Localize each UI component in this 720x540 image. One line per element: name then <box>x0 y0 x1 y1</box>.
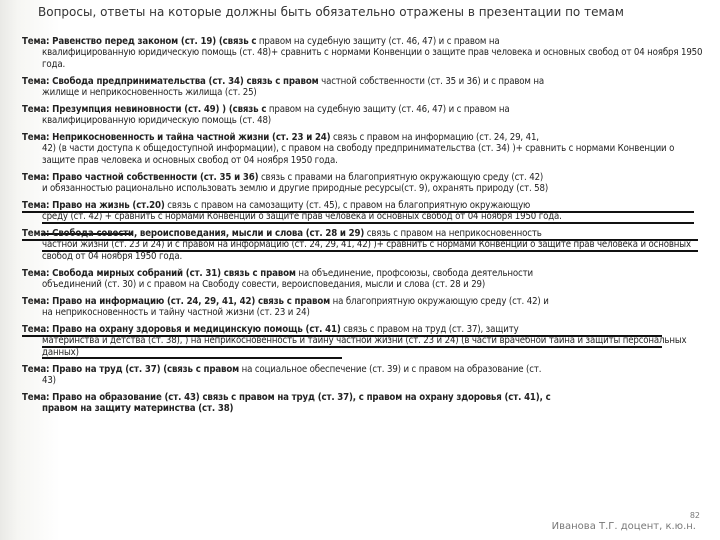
page-number: 82 <box>689 511 700 520</box>
topic-text: связь с правом на самозащиту (ст. 45), с правом на благоприятную окружающую <box>164 199 531 211</box>
topic-text: связь с правом на неприкосновенность <box>364 228 542 240</box>
underline-mark <box>42 346 662 348</box>
underline-mark <box>22 239 698 241</box>
topic-heading: Тема: Свобода мирных собраний (ст. 31) связь с правом <box>22 267 296 279</box>
topic-heading: Тема: Презумпция невиновности (ст. 49) ) (связь с <box>22 103 267 115</box>
topic-item-8 <box>22 268 708 291</box>
topic-item-1 <box>22 36 708 70</box>
topic-item-4 <box>22 132 708 166</box>
topic-continuation: на неприкосновенность и тайну частной жизни (ст. 23 и 24) <box>42 307 310 319</box>
topic-continuation: объединений (ст. 30) и с правом на Свободу совести, вероисповедания, мысли и слова (ст. 28 и 29) <box>42 279 486 291</box>
topic-text: правом на судебную защиту (ст. 46, 47) и с правом на <box>266 103 510 115</box>
topic-continuation: жилище и неприкосновенность жилища (ст. 25) <box>42 87 257 99</box>
topic-text: связь с правами на благоприятную окружающую среду (ст. 42) <box>258 171 544 183</box>
topic-text: правом на судебную защиту (ст. 46, 47) и с правом на <box>256 36 500 47</box>
topic-continuation: 43) <box>42 375 56 387</box>
topic-continuation: частной жизни (ст. 23 и 24) и с правом на информацию (ст. 24, 29, 41, 42) )+ сравнить с нормами Конвенции о защите прав человека и основных свобод от 04 ноября 1950 года. <box>42 239 691 262</box>
topic-item-10 <box>22 324 708 358</box>
topic-text: на благоприятную окружающую среду (ст. 42) и <box>330 295 549 307</box>
topic-heading: Тема: Право на охрану здоровья и медицинскую помощь (ст. 41) <box>22 324 341 336</box>
topic-continuation: 42) (в части доступа к общедоступной информации), с правом на свободу предпринимательства (ст. 34) )+ сравнить с нормами Конвенции о защите прав человека и основных свобод от 04 ноября 1950 года. <box>42 143 675 166</box>
topic-heading: Тема: Право частной собственности (ст. 35 и 36) <box>22 171 259 183</box>
author-footer: Иванова Т.Г. доцент, к.ю.н. <box>551 521 696 532</box>
topic-heading: Тема: Неприкосновенность и тайна частной жизни (ст. 23 и 24) <box>22 132 331 144</box>
topic-heading: Тема: Свобода совести, вероисповедания, мысли и слова (ст. 28 и 29) <box>22 228 365 240</box>
topic-continuation: правом на защиту материнства (ст. 38) <box>42 403 234 415</box>
topic-text: частной собственности (ст. 35 и 36) и с правом на <box>318 75 544 87</box>
topic-item-9 <box>22 296 708 319</box>
topic-item-7 <box>22 228 708 262</box>
topic-heading: Тема: Право на образование (ст. 43) связь с правом на труд (ст. 37), с правом на охрану здоровья (ст. 41), с <box>22 391 551 403</box>
topic-item-6 <box>22 200 708 223</box>
topic-text: на социальное обеспечение (ст. 39) и с правом на образование (ст. <box>239 363 542 375</box>
underline-mark <box>42 357 342 359</box>
topic-continuation: и обязанностью рационально использовать землю и другие природные ресурсы(ст. 9), охранять природу (ст. 58) <box>42 183 549 195</box>
topic-continuation: квалифицированную юридическую помощь (ст. 48)+ сравнить с нормами Конвенции о защите прав человека и основных свобод от 04 ноября 1950 года. <box>42 47 703 70</box>
topic-heading: Тема: Право на жизнь (ст.20) <box>22 199 165 211</box>
underline-mark <box>22 211 694 213</box>
topic-heading: Тема: Право на информацию (ст. 24, 29, 41, 42) связь с правом <box>22 295 331 307</box>
underline-mark <box>22 335 662 337</box>
topic-text: связь с правом на труд (ст. 37), защиту <box>340 324 519 336</box>
topic-text: связь с правом на информацию (ст. 24, 29, 41, <box>330 132 539 144</box>
topic-continuation: среду (ст. 42) + сравнить с нормами Конвенции о защите прав человека и основных свобод от 04 ноября 1950 года. <box>42 211 562 223</box>
topic-item-3 <box>22 104 708 127</box>
topic-heading: Тема: Право на труд (ст. 37) (связь с правом <box>22 363 240 375</box>
slide-title: Вопросы, ответы на которые должны быть обязательно отражены в презентации по темам <box>38 5 624 19</box>
underline-mark <box>42 222 694 224</box>
topic-item-5 <box>22 172 708 195</box>
underline-mark <box>42 250 698 252</box>
topic-continuation: квалифицированную юридическую помощь (ст. 48) <box>42 115 272 127</box>
topic-text: на объединение, профсоюзы, свобода деятельности <box>295 267 533 279</box>
topic-heading: Тема: Свобода предпринимательства (ст. 34) связь с правом <box>22 75 319 87</box>
topic-heading: Тема: Равенство перед законом (ст. 19) (связь с <box>22 36 257 47</box>
topics-list <box>22 36 708 420</box>
topic-item-2 <box>22 76 708 99</box>
topic-item-11 <box>22 364 708 387</box>
topic-item-12 <box>22 392 708 415</box>
topic-continuation: материнства и детства (ст. 38), ) на неприкосновенность и тайну частной жизни (ст. 23 и 24) (в части врачебной тайна и защиты персональных данных) <box>42 335 687 358</box>
